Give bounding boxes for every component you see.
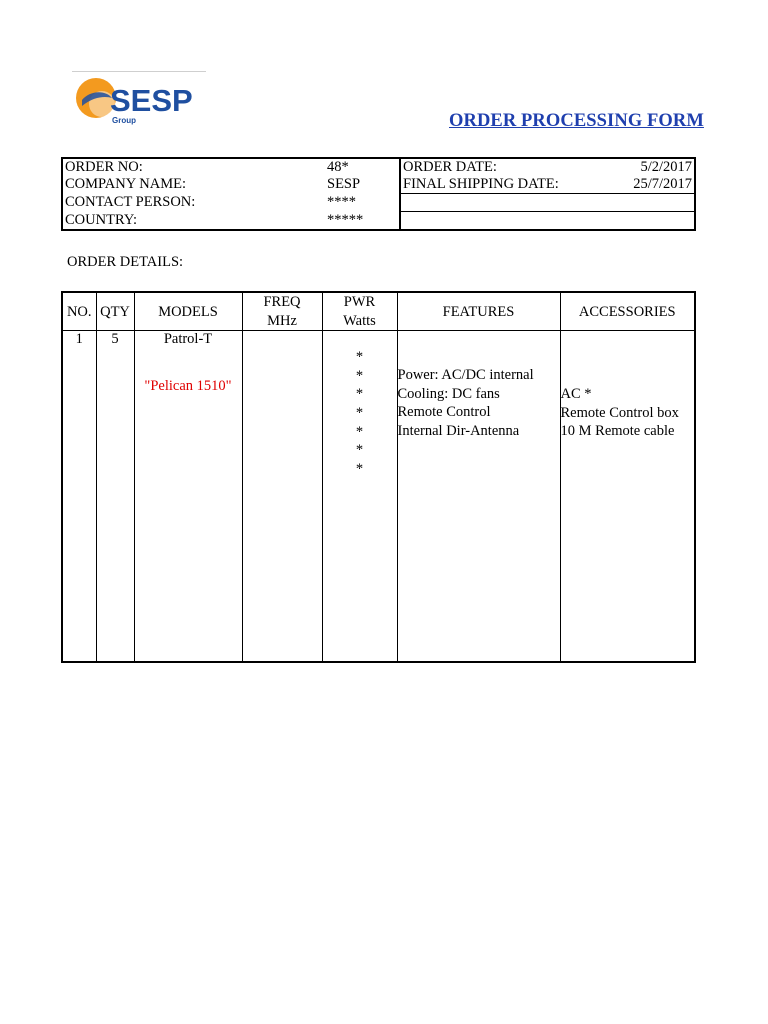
order-info-row (62, 212, 695, 231)
row-features (397, 331, 560, 663)
order-info-table (61, 157, 696, 231)
table-row (62, 331, 695, 663)
company-name-value: SESP (325, 176, 400, 194)
col-header-models: MODELS (134, 292, 242, 331)
feature-item: Power: AC/DC internal (397, 367, 534, 384)
order-no-label: ORDER NO: (65, 159, 143, 175)
order-details-label: ORDER DETAILS: (67, 254, 184, 270)
pwr-line: * (355, 349, 364, 366)
feature-item: Remote Control (397, 404, 491, 421)
sesp-logo (72, 70, 206, 128)
order-details-table (61, 291, 696, 663)
country-label: COUNTRY: (65, 211, 137, 228)
order-date-value: 5/2/2017 (640, 159, 692, 175)
col-header-pwr-line1: PWR (343, 294, 376, 310)
pwr-line: * (355, 442, 364, 459)
col-header-pwr-line2: Watts (343, 312, 376, 329)
order-info-row (62, 158, 695, 176)
order-info-row (62, 176, 695, 194)
order-info-row (62, 194, 695, 212)
row-pwr (322, 331, 397, 663)
logo-wordmark: SESP (110, 83, 193, 118)
col-header-no: NO. (62, 292, 96, 331)
col-header-freq-line1: FREQ (263, 294, 301, 310)
shipping-date-value: 25/7/2017 (567, 176, 695, 194)
row-qty (96, 331, 134, 663)
row-no (62, 331, 96, 663)
row-accessories (560, 331, 695, 663)
row-model-value: Patrol-T (163, 331, 213, 348)
feature-item: Cooling: DC fans (397, 385, 500, 402)
table-header-row (62, 292, 695, 331)
contact-person-label: CONTACT PERSON: (65, 194, 196, 210)
col-header-accessories: ACCESSORIES (560, 292, 695, 331)
company-name-label: COMPANY NAME: (65, 176, 186, 193)
col-header-pwr (322, 292, 397, 331)
shipping-date-label: FINAL SHIPPING DATE: (400, 176, 567, 194)
feature-item: Internal Dir-Antenna (397, 422, 520, 439)
empty-cell (567, 194, 695, 212)
row-freq (242, 331, 322, 663)
pwr-line: * (355, 460, 364, 477)
accessory-item: AC * (560, 386, 592, 403)
pwr-line: * (355, 423, 364, 440)
order-date-label: ORDER DATE: (403, 159, 497, 175)
empty-cell (400, 212, 567, 231)
col-header-qty: QTY (96, 292, 134, 331)
row-no-value: 1 (75, 331, 83, 348)
pwr-line: * (355, 367, 364, 384)
accessory-item: 10 M Remote cable (560, 423, 675, 440)
empty-cell (567, 212, 695, 231)
col-header-freq-line2: MHz (267, 312, 297, 329)
col-header-features: FEATURES (397, 292, 560, 331)
pwr-line: * (355, 386, 364, 403)
row-qty-value: 5 (111, 331, 119, 348)
row-model (134, 331, 242, 663)
contact-person-value: **** (325, 194, 400, 212)
accessory-item: Remote Control box (560, 404, 679, 421)
row-model-note: "Pelican 1510" (144, 377, 232, 394)
order-no-value: 48* (325, 158, 400, 176)
logo-subtext: Group (112, 116, 136, 125)
col-header-freq (242, 292, 322, 331)
form-title: ORDER PROCESSING FORM (449, 111, 704, 131)
country-value: ***** (325, 212, 400, 231)
pwr-line: * (355, 404, 364, 421)
empty-cell (400, 194, 567, 212)
